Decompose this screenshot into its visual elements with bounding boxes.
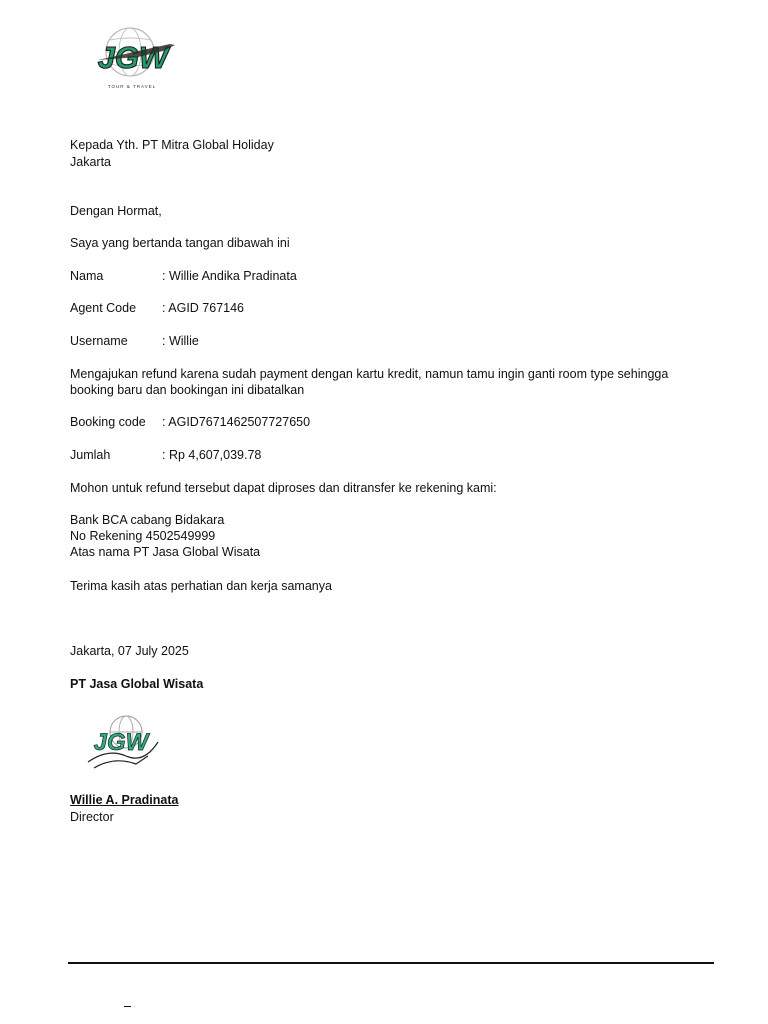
request-text-line2: booking baru dan bookingan ini dibatalkan	[70, 383, 305, 397]
jumlah-value: : Rp 4,607,039.78	[162, 448, 262, 462]
signatory-title: Director	[70, 810, 114, 824]
place-date: Jakarta, 07 July 2025	[70, 644, 189, 658]
recipient-city: Jakarta	[70, 155, 111, 169]
username-label: Username	[70, 334, 128, 348]
agent-code-value: : AGID 767146	[162, 301, 245, 315]
transfer-request: Mohon untuk refund tersebut dapat diproses dan ditransfer ke rekening kami:	[70, 481, 497, 495]
salutation: Dengan Hormat,	[70, 204, 162, 218]
request-text-line1: Mengajukan refund karena sudah payment dengan kartu kredit, namun tamu ingin ganti room type sehingga	[70, 367, 669, 381]
username-value: : Willie	[162, 334, 199, 348]
globe-airplane-icon	[78, 24, 188, 94]
booking-code-value: : AGID7671462507727650	[162, 415, 311, 429]
account-number: No Rekening 4502549999	[70, 529, 216, 543]
globe-airplane-icon	[78, 712, 164, 778]
signature-stamp	[78, 712, 164, 778]
bank-name: Bank BCA cabang Bidakara	[70, 513, 225, 527]
logo-tagline: TOUR & TRAVEL	[107, 84, 157, 89]
intro-text: Saya yang bertanda tangan dibawah ini	[70, 236, 290, 250]
company-name: PT Jasa Global Wisata	[70, 677, 204, 691]
nama-label: Nama	[70, 269, 104, 283]
agent-code-label: Agent Code	[70, 301, 137, 315]
nama-value: : Willie Andika Pradinata	[162, 269, 297, 283]
company-logo	[78, 24, 188, 94]
logo-text: JGW	[93, 729, 149, 756]
account-holder: Atas nama PT Jasa Global Wisata	[70, 545, 261, 559]
footer-mark	[124, 1006, 131, 1007]
logo-text: JGW	[97, 40, 169, 75]
footer-divider	[68, 962, 714, 964]
jumlah-label: Jumlah	[70, 448, 111, 462]
closing-text: Terima kasih atas perhatian dan kerja samanya	[70, 579, 332, 593]
booking-code-label: Booking code	[70, 415, 146, 429]
recipient-line: Kepada Yth. PT Mitra Global Holiday	[70, 138, 274, 152]
signatory-name: Willie A. Pradinata	[70, 793, 179, 807]
